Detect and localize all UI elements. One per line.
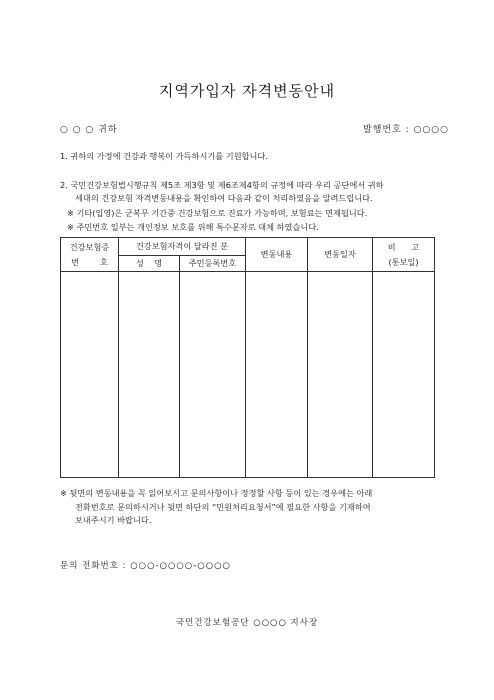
paragraph-2-line-2: 세대의 건강보험 자격변동내용을 확인하여 다음과 같이 처리하였음을 알려드립니다. (75, 193, 373, 203)
header-resident-number: 주민등록번호 (180, 256, 246, 272)
cell-insurance-number (61, 272, 119, 478)
header-remarks (373, 238, 435, 272)
header-name: 성 명 (119, 256, 180, 272)
cell-name (119, 272, 180, 478)
bottom-note (60, 487, 372, 528)
header-change-content: 변동내용 (246, 238, 308, 272)
issue-number: 발행번호 : ○○○○ (363, 125, 449, 135)
header-insurance-number-line-2: 번 호 (71, 256, 108, 267)
contact-phone: 문의 전화번호 : ○○○-○○○○-○○○○ (60, 561, 231, 571)
paragraph-2-line-1: 2. 국민건강보험법시행규칙 제5조 제3항 및 제6조제4항의 규정에 따라 우리 공단에서 귀하 (60, 180, 384, 190)
issuer-signature: 국민건강보험공단 ○○○○ 지사장 (175, 618, 319, 628)
change-table (60, 237, 435, 478)
header-change-date: 변동일자 (308, 238, 373, 272)
bottom-note-line-3: 보내주시기 바랍니다. (75, 515, 152, 525)
cell-remarks (373, 272, 435, 478)
cell-change-content (246, 272, 308, 478)
note-military: ※ 기타(입영)은 군복무 기간중 건강보험으로 진료가 가능하며, 보험료는 면제됩니다. (67, 208, 368, 218)
bottom-note-line-1: ※ 뒷면의 변동내용을 꼭 읽어보시고 문의사항이나 정정할 사항 등이 있는 경우에는 아래 (60, 488, 373, 498)
header-insurance-number (61, 238, 119, 272)
note-privacy: ※ 주민번호 일부는 개인정보 보호를 위해 특수문자로 대체 하였습니다. (67, 222, 319, 232)
header-remarks-line-1: 비 고 (387, 241, 420, 252)
cell-resident-number (180, 272, 246, 478)
cell-change-date (308, 272, 373, 478)
document-title: 지역가입자 자격변동안내 (158, 82, 336, 100)
bottom-note-line-2: 전화번호로 문의하시거나 뒷면 하단의 “민원처리요청서”에 필요한 사항을 기재하여 (75, 501, 371, 512)
header-insurance-number-line-1: 건강보험증 (69, 241, 110, 252)
header-remarks-line-2: (통보일) (388, 256, 419, 267)
header-changed-person: 건강보험자격이 달라진 분 (119, 238, 246, 256)
paragraph-1: 1. 귀하의 가정에 건강과 행복이 가득하시기를 기원합니다. (60, 151, 268, 161)
addressee: ○ ○ ○ 귀하 (60, 125, 118, 135)
